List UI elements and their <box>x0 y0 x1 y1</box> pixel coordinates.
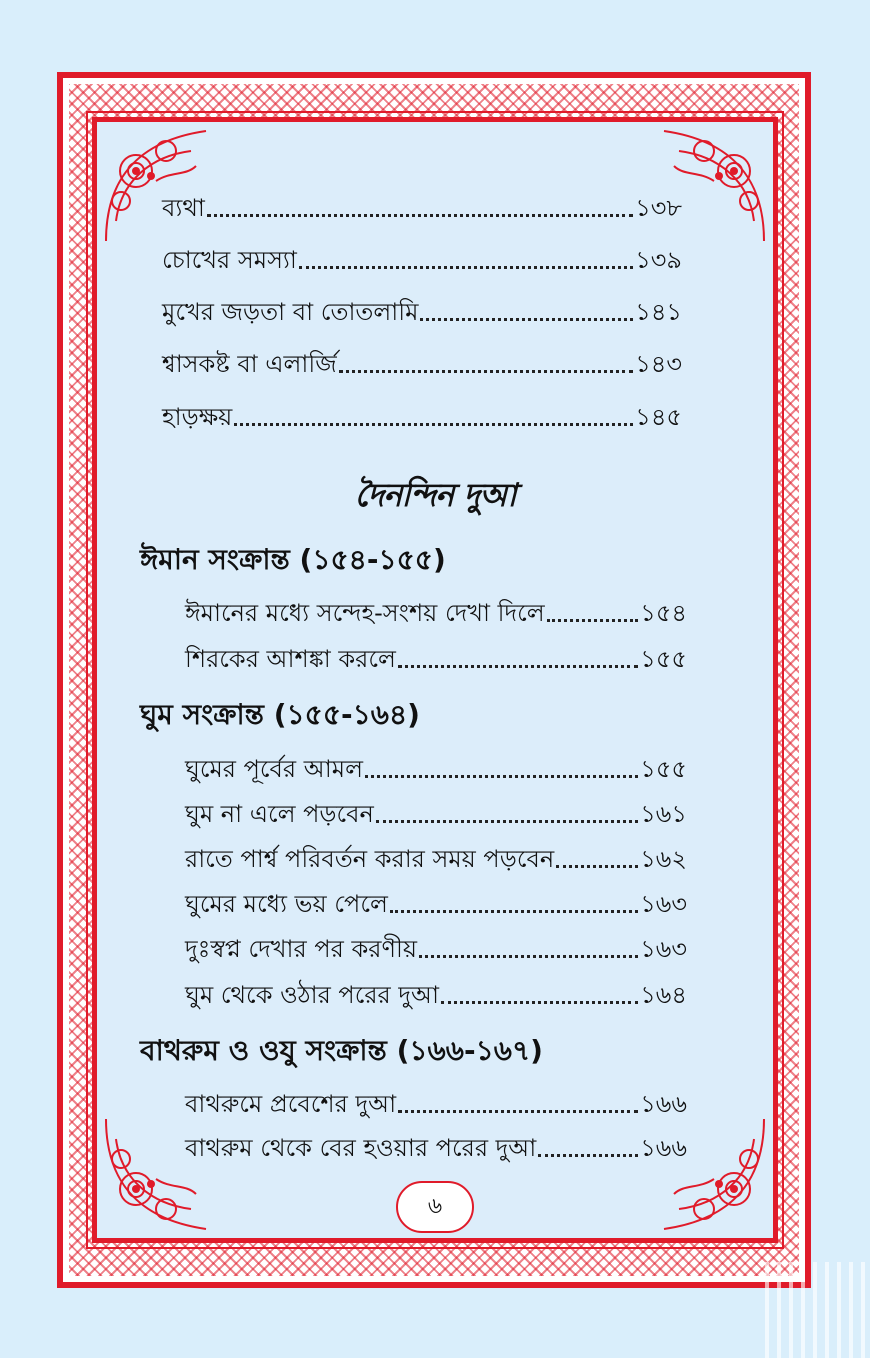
leader-dots <box>299 266 633 269</box>
toc-entry-label: হাড়ক্ষয় <box>162 403 233 431</box>
toc-entry-label: চোখের সমস্যা <box>162 246 297 274</box>
toc-entry-label: মুখের জড়তা বা তোতলামি <box>162 298 419 326</box>
toc-entry-label: শিরকের আশঙ্কা করলে <box>185 645 396 673</box>
leader-dots <box>365 775 638 778</box>
toc-entry <box>185 889 687 919</box>
page-number-badge: ৬ <box>396 1181 474 1233</box>
toc-entry <box>185 934 687 964</box>
leader-dots <box>390 910 638 913</box>
toc-entry-page: ১৪১ <box>635 298 682 326</box>
toc-entry-label: দুঃস্বপ্ন দেখার পর করণীয় <box>185 935 417 963</box>
toc-entry <box>185 1089 687 1119</box>
toc-entry-label: ঘুম না এলে পড়বেন <box>185 800 374 828</box>
toc-entry-page: ১৫৪ <box>640 599 687 627</box>
toc-entry <box>185 644 687 674</box>
toc-entry <box>162 245 682 275</box>
leader-dots <box>538 1154 638 1157</box>
toc-entry-label: বাথরুম থেকে বের হওয়ার পরের দুআ <box>185 1134 537 1162</box>
toc-entry-page: ১৫৫ <box>640 645 687 673</box>
toc-entry-page: ১৬৬ <box>640 1134 687 1162</box>
toc-entry-label: ঘুমের মধ্যে ভয় পেলে <box>185 890 388 918</box>
leader-dots <box>420 318 633 321</box>
leader-dots <box>441 1001 638 1004</box>
leader-dots <box>234 423 633 426</box>
toc-entry <box>162 349 682 379</box>
toc-entry <box>162 193 682 223</box>
leader-dots <box>398 665 638 668</box>
toc-entry <box>185 980 687 1010</box>
leader-dots <box>339 370 634 373</box>
toc-entry-label: রাতে পার্শ্ব পরিবর্তন করার সময় পড়বেন <box>185 845 555 873</box>
leader-dots <box>547 619 639 622</box>
section-heading: বাথরুম ও ওযু সংক্রান্ত (১৬৬-১৬৭) <box>140 1034 543 1067</box>
toc-entry <box>162 402 682 432</box>
toc-entry-label: ঈমানের মধ্যে সন্দেহ-সংশয় দেখা দিলে <box>185 599 545 627</box>
leader-dots <box>419 955 638 958</box>
toc-entry-label: ঘুমের পূর্বের আমল <box>185 755 363 783</box>
toc-entry-page: ১৩৯ <box>635 246 682 274</box>
leader-dots <box>398 1110 638 1113</box>
scan-artifact <box>765 1262 865 1358</box>
toc-entry-page: ১৬৬ <box>640 1090 687 1118</box>
toc-entry-page: ১৬৩ <box>640 890 687 918</box>
toc-entry <box>185 754 687 784</box>
toc-entry-page: ১৩৮ <box>635 194 682 222</box>
toc-entry-page: ১৬২ <box>640 845 687 873</box>
toc-entry-page: ১৪৫ <box>635 403 682 431</box>
section-heading: ঈমান সংক্রান্ত (১৫৪-১৫৫) <box>140 543 446 576</box>
toc-entry-page: ১৬৪ <box>640 981 687 1009</box>
leader-dots <box>207 214 633 217</box>
toc-entry-label: বাথরুমে প্রবেশের দুআ <box>185 1090 397 1118</box>
toc-entry <box>185 598 687 628</box>
toc-entry-page: ১৫৫ <box>640 755 687 783</box>
toc-entry <box>185 799 687 829</box>
toc-entry <box>185 844 687 874</box>
leader-dots <box>376 820 638 823</box>
leader-dots <box>556 865 638 868</box>
toc-entry-page: ১৬১ <box>640 800 687 828</box>
toc-entry <box>162 297 682 327</box>
section-heading: ঘুম সংক্রান্ত (১৫৫-১৬৪) <box>140 698 420 731</box>
page-title: দৈনন্দিন দুআ <box>354 476 516 514</box>
toc-entry <box>185 1133 687 1163</box>
toc-entry-page: ১৬৩ <box>640 935 687 963</box>
toc-entry-label: ব্যথা <box>162 194 205 222</box>
toc-entry-page: ১৪৩ <box>635 350 682 378</box>
toc-entry-label: শ্বাসকষ্ট বা এলার্জি <box>162 350 337 378</box>
toc-entry-label: ঘুম থেকে ওঠার পরের দুআ <box>185 981 439 1009</box>
